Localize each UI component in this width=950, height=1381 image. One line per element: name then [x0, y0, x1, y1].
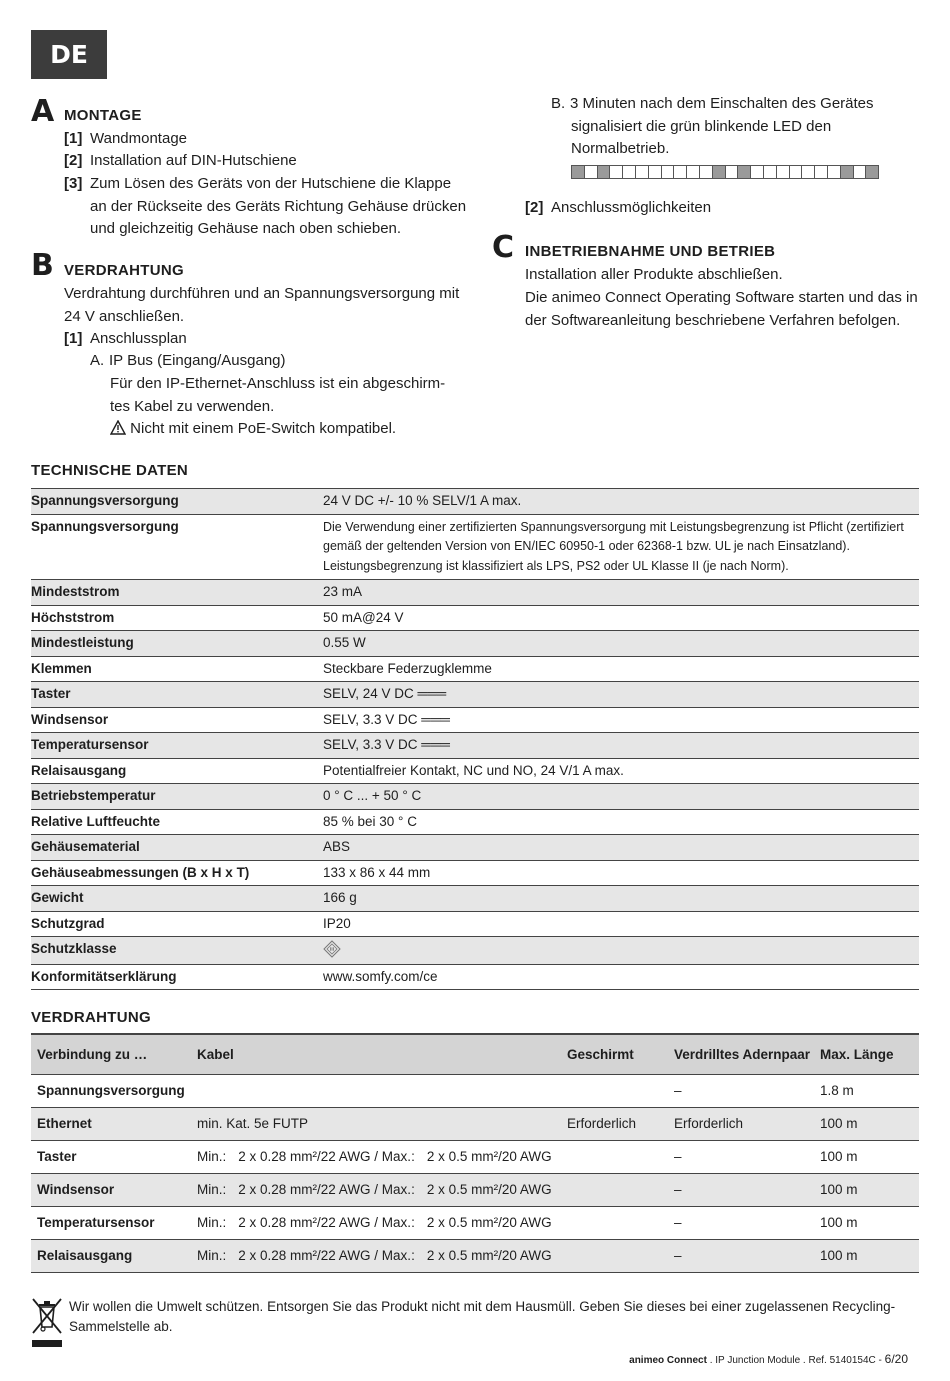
warning-icon [110, 420, 126, 435]
led-cell-off [687, 166, 700, 178]
table-row: Konformitätserklärung www.somfy.com/ce [31, 964, 919, 990]
poe-warning: Nicht mit einem PoE-Switch kompatibel. [110, 418, 396, 441]
col-cable: Kabel [191, 1034, 561, 1074]
section-b-letter: B [31, 248, 54, 283]
led-cell-off [802, 166, 815, 178]
table-row: Taster Min.: 2 x 0.28 mm²/22 AWG / Max.: 2 x 0.5 mm²/20 AWG – 100 m [31, 1140, 919, 1173]
table-row: Relative Luftfeuchte 85 % bei 30 ° C [31, 809, 919, 835]
protection-class-iii-icon [323, 940, 341, 958]
table-row: Klemmen Steckbare Federzugklemme [31, 656, 919, 682]
section-c-letter: C [492, 230, 515, 265]
table-row: Gehäusematerial ABS [31, 835, 919, 861]
tech-data-title: TECHNISCHE DATEN [31, 462, 189, 479]
montage-item-2: [2] Installation auf DIN-Hutschiene [64, 152, 297, 169]
led-cell-off [828, 166, 841, 178]
montage-item-1: [1] Wandmontage [64, 130, 188, 147]
col-max-length: Max. Länge [814, 1034, 919, 1074]
wiring-sub-b-line-3: Normalbetrieb. [571, 140, 670, 157]
wiring-intro-line-2: 24 V anschließen. [64, 308, 185, 325]
led-cell-on [738, 166, 751, 178]
wiring-sub-b: B. 3 Minuten nach dem Einschalten des Gerätes [551, 95, 874, 112]
table-row: Relaisausgang Potentialfreier Kontakt, NC und NO, 24 V/1 A max. [31, 758, 919, 784]
section-a-title: MONTAGE [64, 107, 142, 124]
wiring-sub-a: A. IP Bus (Eingang/Ausgang) [90, 352, 286, 369]
table-row: Relaisausgang Min.: 2 x 0.28 mm²/22 AWG / Max.: 2 x 0.5 mm²/20 AWG – 100 m [31, 1239, 919, 1272]
operation-line-2: Die animeo Connect Operating Software starten und das in [525, 289, 918, 306]
montage-item-3-line-3: und gleichzeitig Gehäuse nach oben schieben. [90, 220, 402, 237]
wiring-intro-line-1: Verdrahtung durchführen und an Spannungsversorgung mit [64, 285, 460, 302]
table-row: Temperatursensor SELV, 3.3 V DC ═══ [31, 733, 919, 759]
weee-crossed-bin-icon [30, 1296, 64, 1348]
led-cell-off [751, 166, 764, 178]
col-connection: Verbindung zu … [31, 1034, 191, 1074]
led-cell-off [764, 166, 777, 178]
operation-line-1: Installation aller Produkte abschließen. [525, 266, 783, 283]
table-row: Windsensor SELV, 3.3 V DC ═══ [31, 707, 919, 733]
led-cell-off [674, 166, 687, 178]
table-row: Schutzklasse [31, 937, 919, 965]
table-row: Mindestleistung 0.55 W [31, 631, 919, 657]
table-row: Spannungsversorgung – 1.8 m [31, 1074, 919, 1107]
led-cell-off [815, 166, 828, 178]
montage-item-3-line-2: an der Rückseite des Geräts Richtung Gehäuse drücken [90, 198, 467, 215]
led-cell-off [790, 166, 803, 178]
wiring-sub-a-line-2: tes Kabel zu verwenden. [110, 398, 275, 415]
wiring-item-2: [2] Anschlussmöglichkeiten [525, 199, 712, 216]
led-cell-off [610, 166, 623, 178]
section-b-title: VERDRAHTUNG [64, 262, 184, 279]
table-row: Ethernet min. Kat. 5e FUTP Erforderlich Erforderlich 100 m [31, 1107, 919, 1140]
wiring-table [31, 1033, 919, 1273]
col-twisted-pair: Verdrilltes Adernpaar [668, 1034, 814, 1074]
language-badge: DE [31, 30, 107, 79]
wiring-sub-a-line-1: Für den IP-Ethernet-Anschluss ist ein abgeschirm- [110, 375, 446, 392]
led-cell-off [649, 166, 662, 178]
table-header-row [31, 1034, 919, 1074]
led-cell-off [700, 166, 713, 178]
table-row: Spannungsversorgung Die Verwendung einer zertifizierten Spannungsversorgung mit Leistungsbegrenzung ist Pflicht (zertifiziert gemäß der geltenden Version von EN/IEC 60950-1 oder 62368-1 bzw. UL je nach Einsatzland). Leistungsbegrenzung ist klassifiziert als LPS, PS2 oder UL Klasse II (je nach Norm). [31, 514, 919, 580]
operation-line-3: der Softwareanleitung beschriebene Verfahren befolgen. [525, 312, 901, 329]
led-cell-off [585, 166, 598, 178]
table-row: Spannungsversorgung 24 V DC +/- 10 % SELV/1 A max. [31, 489, 919, 515]
table-row: Mindeststrom 23 mA [31, 580, 919, 606]
led-cell-on [598, 166, 611, 178]
section-c-title: INBETRIEBNAHME UND BETRIEB [525, 243, 776, 260]
table-row: Schutzgrad IP20 [31, 911, 919, 937]
table-row: Taster SELV, 24 V DC ═══ [31, 682, 919, 708]
led-cell-off [623, 166, 636, 178]
table-row: Betriebstemperatur 0 ° C ... + 50 ° C [31, 784, 919, 810]
table-row: Windsensor Min.: 2 x 0.28 mm²/22 AWG / Max.: 2 x 0.5 mm²/20 AWG – 100 m [31, 1173, 919, 1206]
table-row: Gehäuseabmessungen (B x H x T) 133 x 86 x 44 mm [31, 860, 919, 886]
table-row: Temperatursensor Min.: 2 x 0.28 mm²/22 AWG / Max.: 2 x 0.5 mm²/20 AWG – 100 m [31, 1206, 919, 1239]
page-number: 6/20 [884, 1352, 908, 1366]
led-blink-pattern [571, 165, 879, 179]
led-cell-on [841, 166, 854, 178]
tech-data-table [31, 488, 919, 990]
led-cell-off [777, 166, 790, 178]
col-shielded: Geschirmt [561, 1034, 668, 1074]
led-cell-off [662, 166, 675, 178]
wiring-item-1: [1] Anschlussplan [64, 330, 187, 347]
led-cell-off [854, 166, 867, 178]
page-footer: animeo Connect . IP Junction Module . Ref. 5140154C - 6/20 [629, 1352, 908, 1366]
led-cell-on [866, 166, 878, 178]
wiring-sub-b-line-2: signalisiert die grün blinkende LED den [571, 118, 832, 135]
montage-item-3: [3] Zum Lösen des Geräts von der Hutschiene die Klappe [64, 175, 452, 192]
table-row: Gewicht 166 g [31, 886, 919, 912]
section-a-letter: A [31, 94, 55, 129]
led-cell-on [572, 166, 585, 178]
wiring-table-title: VERDRAHTUNG [31, 1009, 151, 1026]
table-row: Höchststrom 50 mA@24 V [31, 605, 919, 631]
led-cell-off [726, 166, 739, 178]
led-cell-on [713, 166, 726, 178]
environment-note: Wir wollen die Umwelt schützen. Entsorgen Sie das Produkt nicht mit dem Hausmüll. Geben Sie dieses bei einer zugelassenen Recycling- Sammelstelle ab. [69, 1299, 896, 1334]
led-cell-off [636, 166, 649, 178]
